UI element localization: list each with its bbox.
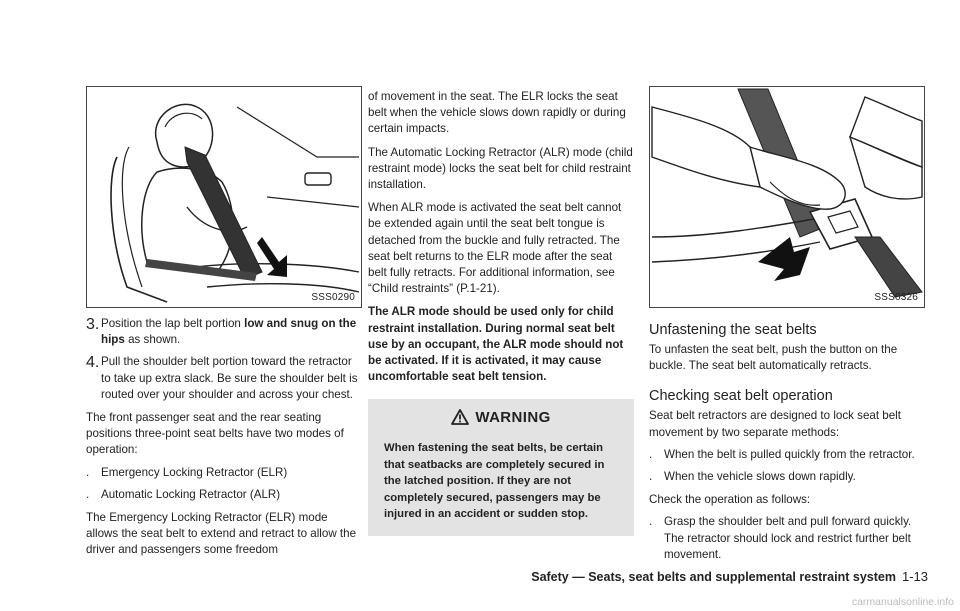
para-unfasten: To unfasten the seat belt, push the button on the buckle. The seat belt automatically retracts. <box>649 343 898 373</box>
step-4-text: Pull the shoulder belt portion toward the retractor to take up extra slack. Be sure the shoulder belt is routed over your shoulder and across your chest. <box>101 355 358 401</box>
heading-checking: Checking seat belt operation <box>649 388 833 405</box>
watermark-text: carmanualsonline.info <box>851 596 954 608</box>
figure-buckle <box>649 86 925 308</box>
page-footer <box>531 569 928 584</box>
bullet-slows-down: . When the vehicle slows down rapidly. <box>649 470 856 484</box>
para-alr-bold: The ALR mode should be used only for child restraint installation. During normal seat belt use by an occupant, the ALR mode should not be activated. If it is activated, it may cause uncomfortable seat belt tension. <box>368 305 624 384</box>
warning-title: WARNING <box>475 409 551 427</box>
column-middle <box>368 89 634 536</box>
column-left <box>86 86 362 559</box>
heading-unfastening: Unfastening the seat belts <box>649 322 817 338</box>
footer-section: Safety — Seats, seat belts and supplemental restraint system <box>531 570 896 584</box>
warning-header <box>384 409 618 426</box>
figure-code-right: SSS0326 <box>874 292 918 303</box>
step-4 <box>86 354 362 403</box>
warning-triangle-icon <box>451 409 469 425</box>
step-4-number: 4. <box>86 354 100 372</box>
illustration-buckle <box>650 87 924 307</box>
bullet-elr: . Emergency Locking Retractor (ELR) <box>86 465 288 479</box>
para-modes: The front passenger seat and the rear seating positions three-point seat belts have two modes of operation: <box>86 411 344 457</box>
illustration-lap-belt <box>87 87 361 307</box>
para-elr-start: The Emergency Locking Retractor (ELR) mode allows the seat belt to extend and retract to allow the driver and passengers some freedom <box>86 511 357 557</box>
para-check: Seat belt retractors are designed to lock seat belt movement by two separate methods: <box>649 409 901 439</box>
para-alr-active: When ALR mode is activated the seat belt cannot be extended again until the seat belt tongue is detached from the buckle and fully retracted. The seat belt returns to the ELR mode after the seat belt fully retracts. For additional information, see “Child restraints” (P.1-21). <box>368 201 622 296</box>
para-alr: The Automatic Locking Retractor (ALR) mode (child restraint mode) locks the seat belt for child restraint installation. <box>368 145 633 192</box>
bullet-grasp-belt: . Grasp the shoulder belt and pull forward quickly. The retractor should lock and restrict further belt movement. <box>649 515 912 561</box>
warning-text: When fastening the seat belts, be certain that seatbacks are completely secured in the latched position. If they are not completely secured, passengers may be injured in an accident or sudden stop. <box>384 442 605 521</box>
column-right <box>649 86 925 563</box>
para-check2: Check the operation as follows: <box>649 493 811 507</box>
step-3 <box>86 316 362 348</box>
bullet-alr: . Automatic Locking Retractor (ALR) <box>86 487 281 501</box>
bullet-pulled-quickly: . When the belt is pulled quickly from the retractor. <box>649 447 915 461</box>
warning-box <box>368 399 634 536</box>
figure-seated-woman <box>86 86 362 308</box>
page-number: 1-13 <box>901 569 928 584</box>
figure-code-left: SSS0290 <box>311 292 355 303</box>
step-3-number: 3. <box>86 316 100 333</box>
step-3-text: Position the lap belt portion low and snug on the hips as shown. <box>101 317 357 347</box>
para-elr-cont: of movement in the seat. The ELR locks the seat belt when the vehicle slows down rapidly or during certain impacts. <box>368 90 626 136</box>
